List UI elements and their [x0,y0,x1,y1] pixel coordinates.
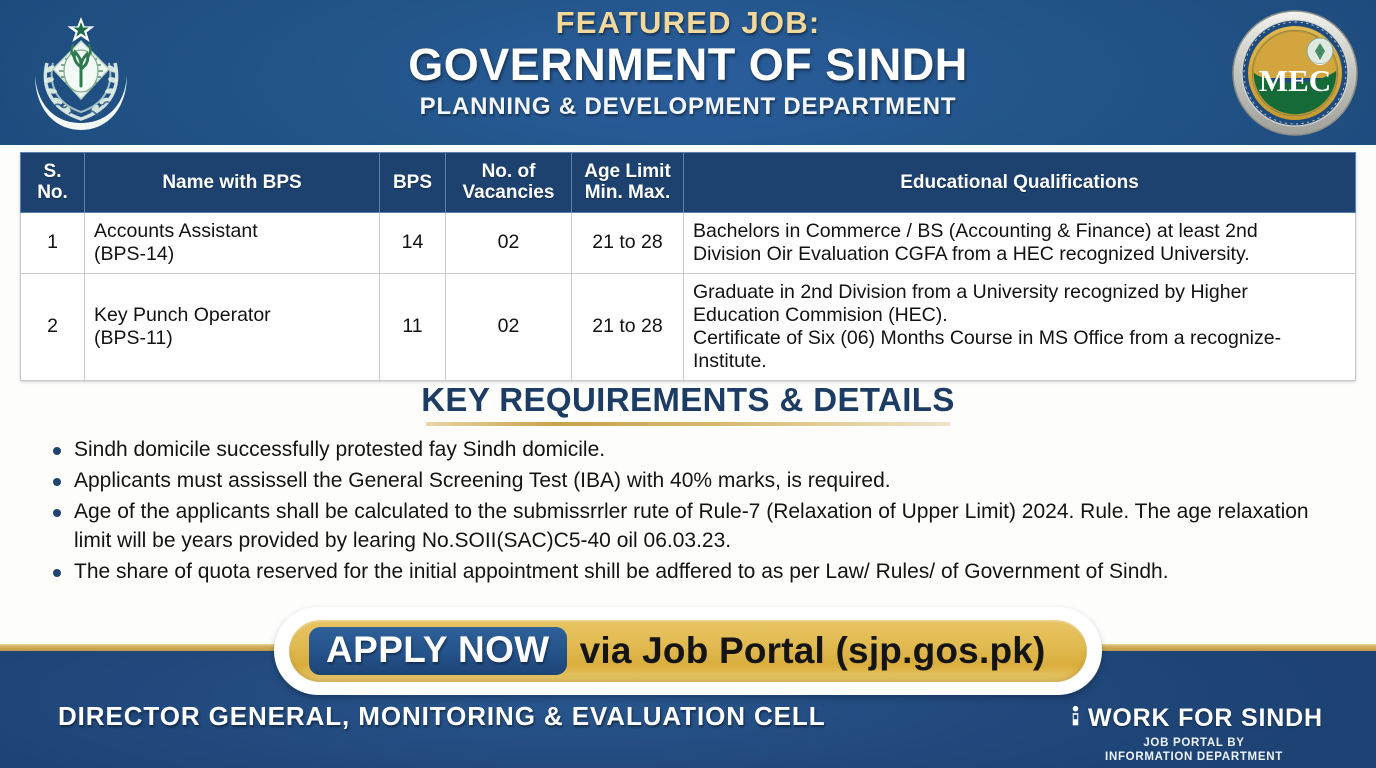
age-line2: Min. Max. [584,182,671,204]
mec-logo-icon [1230,8,1360,138]
key-requirements-list [46,436,1346,589]
edu-line-3: Certificate of Six (06) Months Course in MS Office from a recognize- [693,326,1282,349]
edu-line-2: Education Commision (HEC). [693,303,948,326]
cell-post-name [85,273,380,380]
vac-line1: No. of [481,161,536,182]
cell-age-limit: 21 to 28 [572,212,684,273]
department-title: PLANNING & DEVELOPMENT DEPARTMENT [419,92,957,120]
apply-now-pill-inner[interactable] [289,620,1087,682]
sno-line2: No. [37,182,68,204]
post-bps-code: (BPS-11) [94,326,173,349]
age-line1: Age Limit [584,161,671,182]
mec-logo-text: MEC [1258,63,1332,98]
list-item: Age of the applicants shall be calculated to the submissrrler rute of Rule-7 (Relaxation of Upper Limit) 2024. Rule. The age relaxation limit will be years provided by learing No.SOII(SAC)C5-40 oil 06.03.23. [46,498,1346,556]
header-text-block [0,6,1376,120]
table-row [21,212,1356,273]
poster-header [0,0,1376,145]
featured-job-label: FEATURED JOB: [555,5,821,40]
list-item: The share of quota reserved for the initial appointment shill be adffered to as per Law/ Rules/ of Government of Sindh. [46,558,1346,587]
cell-age-limit: 21 to 28 [572,273,684,380]
cell-post-name [85,212,380,273]
column-header-education: Educational Qualifications [684,153,1356,213]
vacancy-table [20,152,1356,381]
cell-sno: 2 [21,273,85,380]
column-header-name: Name with BPS [85,153,380,213]
cell-education [684,212,1356,273]
cell-bps: 11 [380,273,446,380]
cell-vacancies: 02 [446,212,572,273]
footer-authority-title: DIRECTOR GENERAL, MONITORING & EVALUATION CELL [58,701,826,731]
edu-line-2: Division Oir Evaluation CGFA from a HEC recognized University. [693,242,1250,265]
apply-now-banner[interactable] [274,607,1102,695]
work-for-sindh-brand [1069,704,1323,765]
column-header-vacancies [446,153,572,213]
sno-line1: S. [43,161,62,182]
title-underline-rule [426,422,950,426]
list-item: Sindh domicile successfully protested fay Sindh domicile. [46,436,1346,465]
column-header-age-limit [572,153,684,213]
key-requirements-title: KEY REQUIREMENTS & DETAILS [421,381,955,418]
cell-education [684,273,1356,380]
column-header-sno [21,153,85,213]
vacancy-table-container [20,152,1356,381]
organization-title: GOVERNMENT OF SINDH [408,39,968,91]
post-name: Accounts Assistant [94,219,258,242]
post-bps-code: (BPS-14) [94,242,175,265]
cell-sno: 1 [21,212,85,273]
list-item: Applicants must assissell the General Screening Test (IBA) with 40% marks, is required. [46,467,1346,496]
vac-line2: Vacancies [462,182,555,204]
work-for-sindh-subtitle [1069,736,1319,765]
key-requirements-heading-block [0,381,1376,426]
edu-line-1: Graduate in 2nd Division from a University recognized by Higher [693,280,1248,303]
edu-line-1: Bachelors in Commerce / BS (Accounting & Finance) at least 2nd [693,219,1258,242]
job-portal-url-text: via Job Portal (sjp.gos.pk) [579,630,1046,671]
apply-now-button[interactable]: APPLY NOW [309,627,567,676]
work-for-sindh-text: WORK FOR SINDH [1088,704,1323,732]
vacancy-table-header [21,153,1356,213]
vacancy-table-body [21,212,1356,380]
column-header-bps: BPS [380,153,446,213]
table-row [21,273,1356,380]
cell-vacancies: 02 [446,273,572,380]
brand-sub-line-1: JOB PORTAL BY [1143,737,1245,749]
brand-sub-line-2: INFORMATION DEPARTMENT [1105,751,1283,764]
cell-bps: 14 [380,212,446,273]
post-name: Key Punch Operator [94,303,271,326]
table-header-row [21,153,1356,213]
information-person-icon [1069,704,1082,733]
work-for-sindh-title [1069,704,1323,733]
edu-line-4: Institute. [693,349,767,372]
